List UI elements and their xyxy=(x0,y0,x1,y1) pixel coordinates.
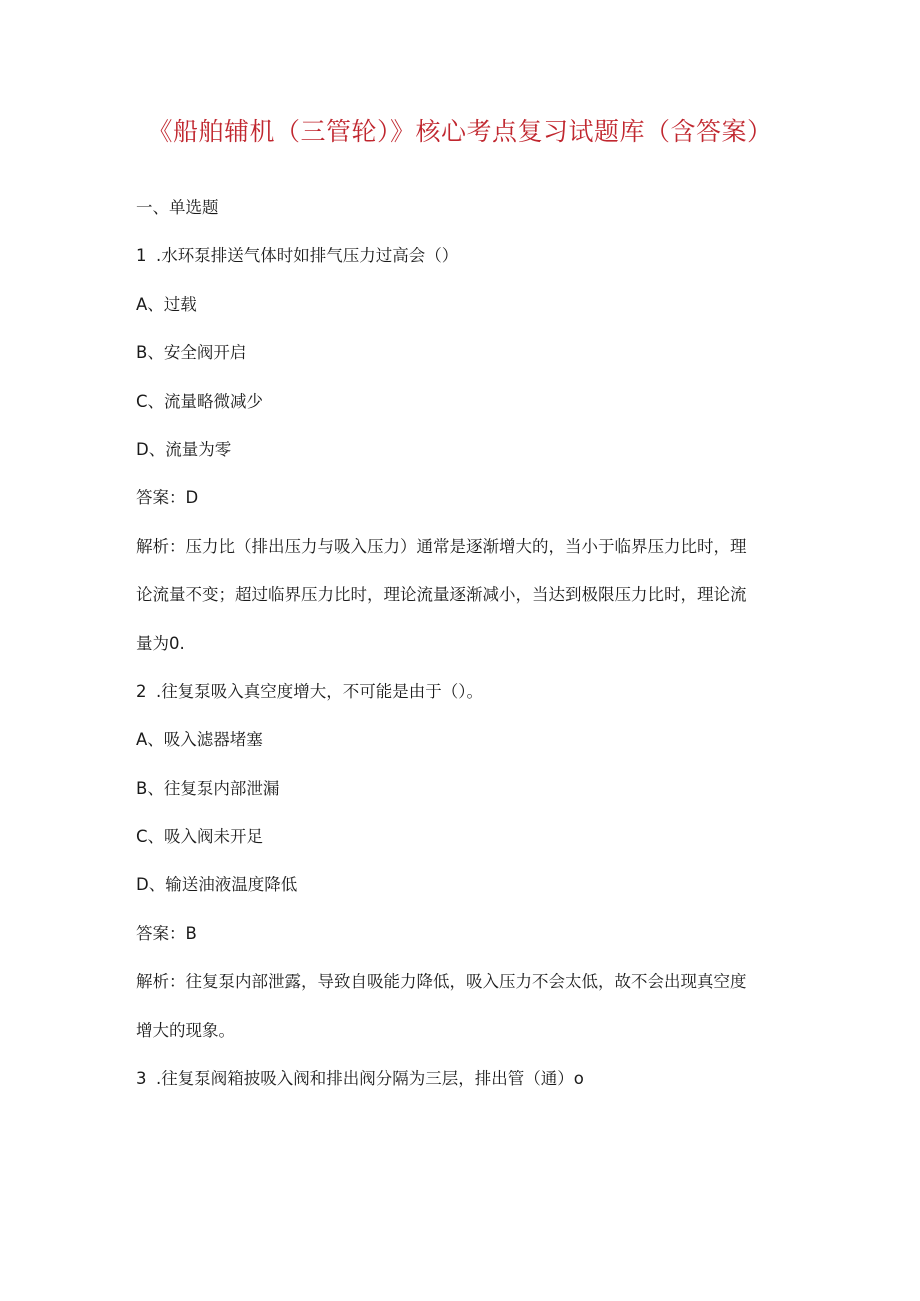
option-c: C、流量略微减少 xyxy=(136,391,264,411)
question-stem xyxy=(136,1067,786,1091)
analysis-line: 解析：往复泵内部泄露，导致自吸能力降低，吸入压力不会太低，故不会出现真空度 xyxy=(136,972,747,992)
section-heading: 一、单选题 xyxy=(136,198,219,217)
question-text: .往复泵吸入真空度增大，不可能是由于（）。 xyxy=(156,681,483,701)
analysis-line: 解析：压力比（排出压力与吸入压力）通常是逐渐增大的，当小于临界压力比时，理 xyxy=(136,536,747,556)
analysis-paragraph xyxy=(136,970,786,1042)
question-number: 2 xyxy=(136,681,147,701)
analysis-line: 量为0. xyxy=(136,633,185,653)
answer-line: 答案：D xyxy=(136,488,199,508)
question-stem xyxy=(136,244,786,268)
question-number: 1 xyxy=(136,246,147,266)
option-a: A、过载 xyxy=(136,294,197,314)
answer-line: 答案：B xyxy=(136,923,197,943)
question-stem xyxy=(136,680,786,704)
document-body xyxy=(136,196,786,1115)
option-b: B、安全阀开启 xyxy=(136,343,247,363)
option-b: B、往复泵内部泄漏 xyxy=(136,778,280,798)
analysis-line: 增大的现象。 xyxy=(136,1020,235,1040)
option-d: D、输送油液温度降低 xyxy=(136,875,298,895)
question-number: 3 xyxy=(136,1069,147,1089)
option-d: D、流量为零 xyxy=(136,439,232,459)
analysis-paragraph xyxy=(136,535,786,656)
option-c: C、吸入阀未开足 xyxy=(136,827,264,847)
analysis-line: 论流量不变；超过临界压力比时，理论流量逐渐减小，当达到极限压力比时，理论流 xyxy=(136,585,747,605)
document-title: 《船舶辅机（三管轮）》核心考点复习试题库（含答案） xyxy=(147,117,773,146)
option-a: A、吸入滤器堵塞 xyxy=(136,730,263,750)
question-text: .水环泵排送气体时如排气压力过高会（） xyxy=(156,246,459,266)
question-text: .往复泵阀箱披吸入阀和排出阀分隔为三层，排出管（通）o xyxy=(156,1069,584,1089)
